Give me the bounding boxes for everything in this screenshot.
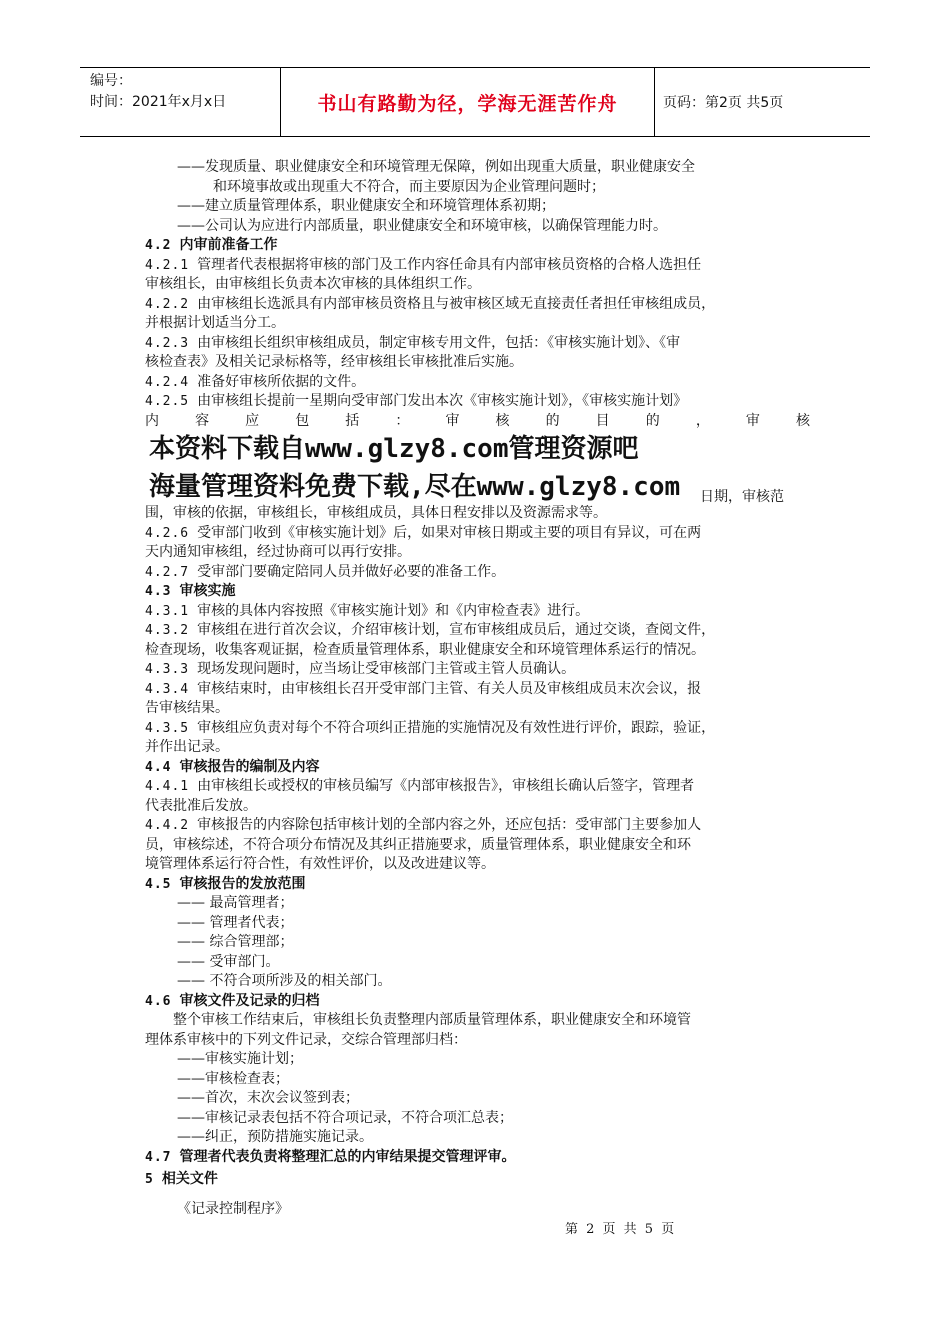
watermark-line-2: 海量管理资料免费下载,尽在www.glzy8.com [149, 472, 681, 502]
line-text: —— 综合管理部； [177, 934, 294, 950]
text-line [145, 1128, 810, 1148]
text-line [145, 334, 810, 354]
text-line [145, 217, 810, 237]
text-line [145, 197, 810, 217]
text-line [145, 699, 810, 719]
text-line [145, 797, 810, 817]
text-line [145, 543, 810, 563]
line-text: 员，审核综述，不符合项分布情况及其纠正措施要求，质量管理体系，职业健康安全和环 [145, 836, 691, 853]
line-text: ——发现质量、职业健康安全和环境管理无保障，例如出现重大质量，职业健康安全 [177, 159, 695, 175]
header-page-label: 页码：第2页 共5页 [663, 95, 784, 111]
clause-number: 4.3.4 [145, 681, 190, 697]
text-line [145, 680, 810, 700]
text-line [145, 855, 810, 875]
line-text: —— 最高管理者； [177, 895, 294, 911]
line-text: 管理者代表根据将审核的部门及工作内容任命具有内部审核员资格的合格人选担任 [197, 256, 702, 273]
section-heading [145, 1148, 810, 1168]
line-text: ——审核记录表包括不符合项记录，不符合项汇总表； [177, 1109, 513, 1126]
line-text: —— 管理者代表； [177, 914, 294, 931]
line-text: 由审核组长或授权的审核员编写《内部审核报告》，审核组长确认后签字，管理者 [197, 778, 695, 794]
text-line [145, 373, 810, 393]
text-line [145, 933, 810, 953]
line-text: 由审核组长选派具有内部审核员资格且与被审核区域无直接责任者担任审核组成员， [197, 295, 716, 312]
text-line [145, 275, 810, 295]
clause-number: 4.6 [145, 993, 172, 1009]
line-text: 检查现场，收集客观证据，检查质量管理体系，职业健康安全和环境管理体系运行的情况。 [145, 641, 705, 658]
header-motto: 书山有路勤为径，学海无涯苦作舟 [281, 68, 655, 136]
text-line [145, 602, 810, 622]
line-text: 审核组长，由审核组长负责本次审核的具体组织工作。 [145, 276, 481, 292]
clause-number: 4.2.7 [145, 564, 190, 580]
watermark-tail-text: 日期，审核范 [700, 489, 784, 505]
clause-number: 4.2 [145, 238, 172, 253]
document-time-label: 时间：2021年x月x日 [90, 94, 227, 110]
line-text: 审核报告的编制及内容 [179, 758, 320, 775]
line-text: ——公司认为应进行内部质量，职业健康安全和环境审核，以确保管理能力时。 [177, 217, 667, 234]
text-line [145, 392, 810, 412]
clause-number: 4.3.5 [145, 720, 190, 736]
line-text: 审核组应负责对每个不符合项纠正措施的实施情况及有效性进行评价，跟踪，验证， [197, 719, 716, 736]
line-text: 审核文件及记录的归档 [179, 992, 320, 1009]
clause-number: 4.3.1 [145, 603, 190, 619]
clause-number: 4.4.2 [145, 818, 190, 833]
text-line [145, 1109, 810, 1129]
line-text: 审核实施 [179, 583, 236, 599]
clause-number: 4.3.3 [145, 662, 190, 677]
line-text: 审核报告的发放范围 [179, 875, 306, 892]
section-heading [145, 992, 810, 1012]
section-heading [145, 758, 810, 778]
text-line [145, 641, 810, 661]
text-line [145, 1089, 810, 1109]
page-footer: 第 2 页 共 5 页 [565, 1222, 677, 1237]
line-text: 审核组在进行首次会议，介绍审核计划，宣布审核组成员后，通过交谈，查阅文件， [197, 622, 716, 638]
line-text: 审核的具体内容按照《审核实施计划》和《内审检查表》进行。 [197, 602, 590, 619]
section-heading [145, 236, 810, 256]
text-line [145, 660, 810, 680]
line-text: 并根据计划适当分工。 [145, 315, 285, 331]
clause-number: 4.5 [145, 876, 172, 892]
text-line [145, 816, 810, 836]
clause-number: 4.2.3 [145, 335, 190, 351]
body-text-block-1 [145, 158, 810, 431]
line-text: —— 不符合项所涉及的相关部门。 [177, 973, 392, 989]
line-text: 并作出记录。 [145, 739, 229, 755]
text-line [145, 158, 810, 178]
line-text: 审核结束时，由审核组长召开受审部门主管、有关人员及审核组成员末次会议，报 [197, 680, 702, 697]
line-text: 受审部门要确定陪同人员并做好必要的准备工作。 [197, 563, 506, 580]
page-header [80, 67, 870, 137]
line-text: ——首次，末次会议签到表； [177, 1090, 359, 1106]
clause-number: 4.4 [145, 759, 172, 775]
line-text: 由审核组长提前一星期向受审部门发出本次《审核实施计划》，《审核实施计划》 [197, 393, 688, 409]
clause-number: 4.3.2 [145, 623, 190, 638]
text-line [145, 256, 810, 276]
line-text: 内审前准备工作 [179, 237, 278, 253]
text-line [145, 953, 810, 973]
text-line [145, 314, 810, 334]
line-text: 代表批准后发放。 [145, 797, 257, 814]
line-text: 准备好审核所依据的文件。 [197, 373, 366, 390]
text-line [145, 178, 810, 198]
line-text: 天内通知审核组，经过协商可以再行安排。 [145, 544, 411, 560]
text-line [145, 1070, 810, 1090]
line-text: ——纠正，预防措施实施记录。 [177, 1129, 373, 1145]
section-heading [145, 875, 810, 895]
text-line [145, 563, 810, 583]
clause-number: 4.2.2 [145, 296, 190, 312]
clause-number: 4.3 [145, 584, 172, 599]
text-line [145, 295, 810, 315]
section-5 [145, 1170, 810, 1219]
section-title: 相关文件 [161, 1171, 218, 1187]
line-text: ——建立质量管理体系，职业健康安全和环境管理体系初期； [177, 198, 555, 214]
line-text: 管理者代表负责将整理汇总的内审结果提交管理评审。 [179, 1148, 516, 1165]
section-5-heading [145, 1170, 810, 1190]
line-text: 受审部门收到《审核实施计划》后，如果对审核日期或主要的项目有异议，可在两 [197, 524, 702, 541]
text-line [145, 1011, 810, 1031]
line-text: 核检查表》及相关记录标格等，经审核组长审核批准后实施。 [145, 354, 523, 370]
clause-number: 4.2.6 [145, 525, 190, 541]
clause-number: 4.2.5 [145, 394, 190, 409]
document-number-label: 编号： [90, 73, 132, 89]
text-line [145, 738, 810, 758]
text-line [145, 777, 810, 797]
text-line [145, 353, 810, 373]
line-text: ——审核检查表； [177, 1070, 289, 1087]
line-text: 境管理体系运行符合性，有效性评价，以及改进建议等。 [145, 856, 495, 872]
text-line [145, 972, 810, 992]
text-line [145, 621, 810, 641]
clause-number: 4.4.1 [145, 779, 190, 794]
line-text: 告审核结果。 [145, 700, 229, 716]
line-text: ——审核实施计划； [177, 1051, 303, 1067]
line-text: 和环境事故或出现重大不符合，而主要原因为企业管理问题时； [213, 178, 605, 195]
line-text: —— 受审部门。 [177, 953, 280, 970]
text-line [145, 524, 810, 544]
line-text: 理体系审核中的下列文件记录，交综合管理部归档： [145, 1031, 467, 1048]
text-line [145, 1031, 810, 1051]
line-text: 现场发现问题时，应当场让受审核部门主管或主管人员确认。 [197, 661, 576, 677]
section-number: 5 [145, 1172, 154, 1187]
section-heading [145, 582, 810, 602]
text-line [145, 894, 810, 914]
clause-number: 4.2.4 [145, 374, 190, 390]
text-line [145, 914, 810, 934]
clause-number: 4.2.1 [145, 257, 190, 273]
text-line [145, 719, 810, 739]
related-document: 《记录控制程序》 [177, 1200, 289, 1217]
clause-number: 4.7 [145, 1149, 172, 1165]
header-meta [80, 68, 281, 136]
text-line [145, 1050, 810, 1070]
body-text-block-2 [145, 504, 810, 1167]
line-text: 整个审核工作结束后，审核组长负责整理内部质量管理体系，职业健康安全和环境管 [173, 1012, 691, 1028]
line-text: 审核报告的内容除包括审核计划的全部内容之外，还应包括：受审部门主要参加人 [197, 817, 702, 833]
line-text: 内 容 应 包 括 ： 审 核 的 目 的 ， 审 核 [145, 412, 810, 429]
line-text: 围，审核的依据，审核组长，审核组成员，具体日程安排以及资源需求等。 [145, 505, 607, 521]
text-line [145, 504, 810, 524]
line-text: 由审核组长组织审核组成员，制定审核专用文件，包括：《审核实施计划》、《审 [197, 334, 681, 351]
text-line [145, 836, 810, 856]
watermark-line-1: 本资料下载自www.glzy8.com管理资源吧 [149, 434, 639, 464]
